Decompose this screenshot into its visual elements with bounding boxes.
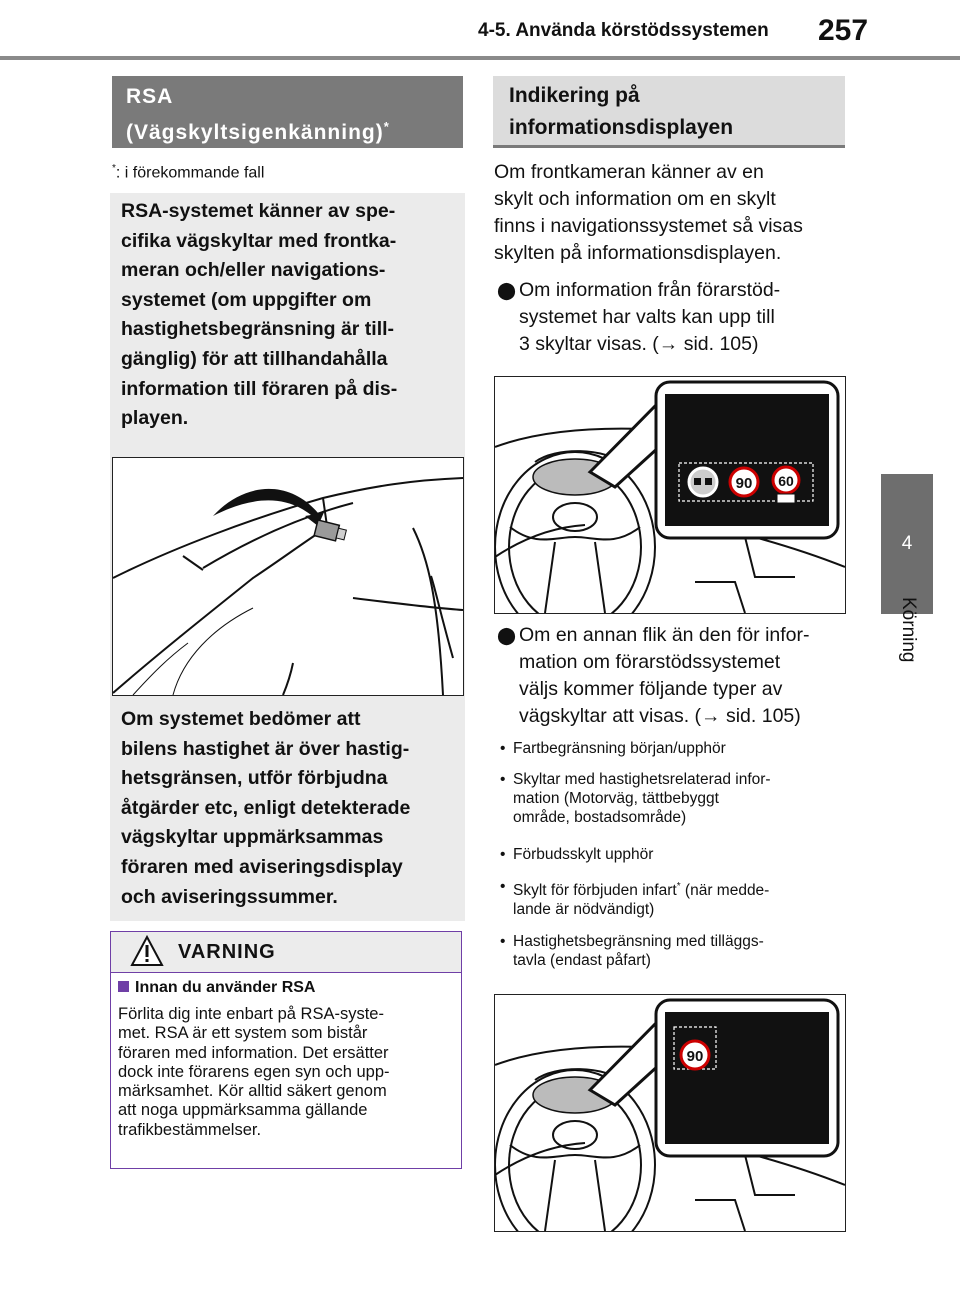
info-line: föraren med aviseringsdisplay — [121, 855, 403, 878]
sign-type-item — [500, 845, 845, 865]
warning-line: Förlita dig inte enbart på RSA-syste- — [118, 1005, 384, 1023]
chapter-label: Körning — [898, 597, 919, 663]
info-line: gänglig) för att tillhandahålla — [121, 347, 388, 370]
rsa-heading-line2: (Vägskyltsigenkänning) — [126, 121, 384, 144]
dashboard-illustration-three-signs — [494, 376, 846, 614]
sign-type-line: tavla (endast påfart) — [513, 952, 651, 969]
sign-type-line: mation (Motorväg, tättbebyggt — [513, 790, 719, 807]
bullet-dot-icon: ⬤ — [497, 281, 517, 300]
dashboard-drawing-2 — [495, 995, 845, 1231]
dashboard-drawing-1 — [495, 377, 845, 613]
section-title: 4-5. Använda körstödssystemen — [478, 20, 769, 41]
warning-triangle-icon — [130, 935, 164, 967]
info-line: meran och/eller navigations- — [121, 259, 386, 282]
rsa-heading-mark: * — [383, 119, 390, 134]
bullet-line: systemet har valts kan upp till — [519, 306, 775, 328]
info-line: och aviseringssummer. — [121, 885, 338, 908]
windshield-drawing — [113, 458, 463, 695]
bullet-item — [494, 277, 846, 359]
display-heading-line2: informationsdisplayen — [509, 116, 734, 139]
sign-type-item — [500, 932, 845, 972]
sign-type-line: område, bostadsområde) — [513, 809, 687, 826]
windshield-camera-illustration — [112, 457, 464, 696]
info-line: systemet (om uppgifter om — [121, 288, 372, 311]
sign-type-item — [500, 770, 845, 830]
intro-line: skylten på informationsdisplayen. — [494, 242, 782, 264]
sign-type-line: Skylt för förbjuden infart — [513, 882, 677, 900]
intro-line: skylt och information om en skylt — [494, 188, 776, 210]
footnote-mark: * — [112, 163, 116, 174]
bullet-text — [519, 277, 844, 358]
small-bullet-icon: • — [500, 771, 506, 788]
info-line: cifika vägskyltar med frontka- — [121, 229, 397, 252]
bullet-text — [519, 622, 844, 730]
small-bullet-icon: • — [500, 740, 506, 757]
bullet-item — [494, 622, 846, 732]
sign-type-line: Fartbegränsning början/upphör — [513, 740, 726, 757]
bullet-line: väljs kommer följande typer av — [519, 678, 783, 700]
warning-line: dock inte förarens egen syn och upp- — [118, 1062, 390, 1081]
info-line: RSA-systemet känner av spe- — [121, 200, 396, 222]
info-text-1 — [121, 197, 456, 434]
info-line: vägskyltar uppmärksammas — [121, 826, 384, 849]
dashboard-illustration-one-sign — [494, 994, 846, 1232]
info-line: åtgärder etc, enligt detekterade — [121, 796, 411, 819]
info-line: hastighetsbegränsning är till- — [121, 318, 395, 341]
bullet-line: Om en annan flik än den för infor- — [519, 624, 810, 646]
sign-type-line: Förbudsskylt upphör — [513, 846, 654, 863]
sign-60-label: 60 — [778, 473, 794, 489]
sign-90-label: 90 — [686, 1048, 704, 1065]
small-bullet-icon: • — [500, 933, 506, 950]
warning-line: föraren med information. Det ersätter — [118, 1043, 389, 1062]
warning-body — [118, 1005, 453, 1140]
display-heading-line1: Indikering på — [509, 84, 640, 107]
sign-type-line-suffix: (när medde- — [680, 882, 770, 900]
sign-90-label: 90 — [735, 475, 753, 492]
small-bullet-icon: • — [500, 846, 506, 863]
square-bullet-icon — [118, 981, 129, 992]
info-text-2 — [121, 705, 456, 912]
chapter-number: 4 — [901, 533, 913, 554]
no-overtaking-sign-icon — [689, 468, 717, 496]
bullet-line: mation om förarstödssystemet — [519, 651, 781, 673]
footnote-text: : i förekommande fall — [115, 164, 265, 182]
bullet-line: 3 skyltar visas. (→ sid. 105) — [519, 333, 759, 355]
bullet-dot-icon: ⬤ — [497, 626, 517, 645]
info-line: playen. — [121, 407, 189, 430]
warning-subtitle — [118, 979, 315, 997]
warning-line: märksamhet. Kör alltid säkert genom — [118, 1082, 387, 1101]
bullet-line: vägskyltar att visas. (→ sid. 105) — [519, 705, 801, 727]
sign-type-line: Hastighetsbegränsning med tilläggs- — [513, 933, 764, 950]
speed-sign-90-icon — [730, 468, 758, 496]
warning-line: trafikbestämmelser. — [118, 1120, 262, 1139]
warning-line: att noga uppmärksamma gällande — [118, 1101, 368, 1120]
warning-line: met. RSA är ett system som bistår — [118, 1024, 368, 1043]
sign-type-line: lande är nödvändigt) — [513, 901, 655, 919]
sign-type-item — [500, 877, 845, 917]
footnote — [112, 163, 264, 182]
info-line: hetsgränsen, utför förbjudna — [121, 767, 388, 790]
info-line: bilens hastighet är över hastig- — [121, 737, 410, 760]
page-number: 257 — [818, 14, 869, 47]
info-line: information till föraren på dis- — [121, 377, 398, 400]
sign-type-line: Skyltar med hastighetsrelaterad infor- — [513, 771, 771, 788]
intro-paragraph — [494, 159, 844, 267]
intro-line: finns i navigationssystemet så visas — [494, 215, 803, 237]
info-line: Om systemet bedömer att — [121, 708, 361, 730]
header-rule — [0, 56, 960, 60]
small-bullet-icon: • — [500, 878, 506, 895]
display-heading — [493, 76, 845, 148]
footnote-mark: * — [676, 881, 681, 892]
rsa-heading — [112, 76, 463, 148]
speed-sign-90-icon — [681, 1041, 709, 1069]
rsa-heading-line1: RSA — [126, 85, 174, 108]
intro-line: Om frontkameran känner av en — [494, 161, 764, 183]
bullet-line: Om information från förarstöd- — [519, 279, 781, 301]
warning-subtitle-text: Innan du använder RSA — [135, 979, 316, 996]
warning-title: VARNING — [178, 941, 276, 963]
sign-type-item — [500, 739, 845, 759]
speed-sign-60-icon — [773, 467, 799, 503]
